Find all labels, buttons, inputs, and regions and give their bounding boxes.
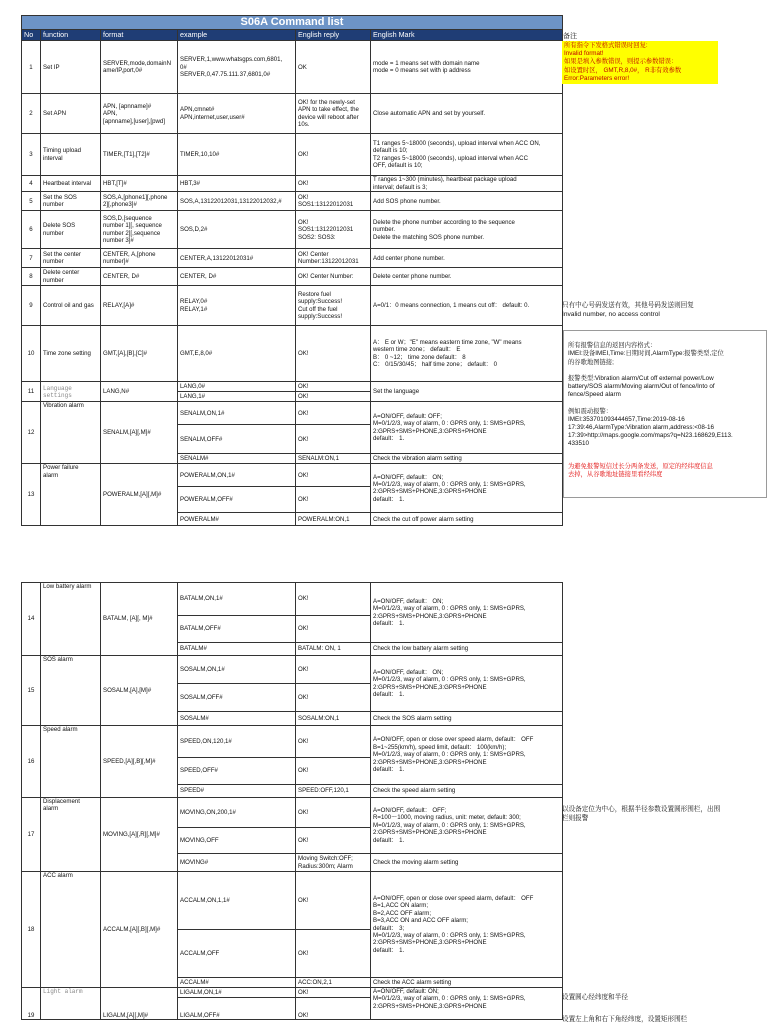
cell-example: CENTER,A,13122012031#: [178, 249, 296, 268]
note-format-error: 所有指令下发格式错误时回复: Invalid format! 如果是填入参数错误，则提示参数错误： 如设置时区， GMT,R,8,0#， R非有效参数 Error:Parameters error!: [562, 41, 718, 84]
cell-example: LIGALM,ON,1#: [178, 988, 296, 998]
cell-reply: OK!: [296, 930, 371, 978]
cell-mark: Check the SOS alarm setting: [371, 712, 563, 726]
cell-example: ACCALM,ON,1,1#: [178, 872, 296, 930]
table-row: [22, 464, 563, 487]
cell-mark: A=ON/OFF, default: OFF; M=0/1/2/3, way of alarm, 0 : GPRS only, 1: SMS+GPRS, 2:GPRS+SMS+PHONE,3:GPRS+PHONE default： 1.: [371, 402, 563, 454]
cell-reply: OK!: [296, 616, 371, 643]
cell-example: POWERALM,ON,1#: [178, 464, 296, 487]
cell-format: SPEED,[A][,B][,M]#: [101, 726, 178, 798]
cell-reply: OK! SOS1:13122012031 SOS2: SOS3:: [296, 211, 371, 249]
cell-reply: OK!: [296, 464, 371, 487]
cell-mark: Add center phone number.: [371, 249, 563, 268]
cell-reply: OK!: [296, 798, 371, 828]
cell-no: 13: [22, 464, 41, 526]
cell-example: ACCALM#: [178, 978, 296, 988]
cell-example: POWERALM#: [178, 513, 296, 526]
cell-no: 16: [22, 726, 41, 798]
cell-reply: OK!: [296, 656, 371, 684]
cell-example: MOVING,OFF: [178, 828, 296, 854]
cell-reply: OK!: [296, 425, 371, 454]
cell-example: POWERALM,OFF#: [178, 487, 296, 513]
cell-no: 10: [22, 326, 41, 382]
table-row: [22, 872, 563, 930]
cell-reply: Moving Switch:OFF; Radius:300m; Alarm: [296, 854, 371, 872]
cell-reply: OK!: [296, 684, 371, 712]
cell-mark: A： E or W；"E" means eastern time zone, "W" means western time zone； default： E B： 0 ~12； time zone default： 8 C： 0/15/30/45； half time zone； default： 0: [371, 326, 563, 382]
note-moving-fence: 以设备定位为中心，根据半径参数设置圆形围栏，出围 栏则报警: [562, 806, 721, 822]
cell-mark: Set the language: [371, 382, 563, 402]
cell-example: LIGALM,OFF#: [178, 998, 296, 1020]
cell-format: SOS,A,[phone1][,phone 2][,phone3]#: [101, 192, 178, 211]
cell-no: 2: [22, 94, 41, 134]
cell-function: Vibration alarm: [41, 402, 101, 464]
cell-function: Set IP: [41, 41, 101, 94]
cell-function: Set the center number: [41, 249, 101, 268]
table-row: [22, 94, 563, 134]
cell-example: BATALM,OFF#: [178, 616, 296, 643]
cell-example: LANG,1#: [178, 392, 296, 402]
cell-format: LIGALM,[A][,M]#: [101, 988, 178, 1020]
cell-format: LANG,N#: [101, 382, 178, 402]
cell-example: SOSALM,ON,1#: [178, 656, 296, 684]
table-row: [22, 176, 563, 192]
cell-reply: OK!: [296, 583, 371, 616]
cell-example: APN,cmnet# APN,internet,user,user#: [178, 94, 296, 134]
cell-mark: Check the moving alarm setting: [371, 854, 563, 872]
table-row: [22, 988, 563, 998]
cell-example: TIMER,10,10#: [178, 134, 296, 176]
command-table-top: [21, 15, 563, 526]
table-row: [22, 286, 563, 326]
table-row: [22, 726, 563, 758]
table-row: [22, 192, 563, 211]
note-alarm-format-box: [563, 330, 767, 498]
cell-no: 1: [22, 41, 41, 94]
cell-mark: Check the low battery alarm setting: [371, 643, 563, 656]
cell-example: BATALM#: [178, 643, 296, 656]
table-row: [22, 382, 563, 392]
command-table-bottom: [21, 582, 563, 1020]
cell-function: Timing upload interval: [41, 134, 101, 176]
cell-reply: OK!: [296, 134, 371, 176]
top-rows: [22, 41, 563, 526]
cell-reply: POWERALM:ON,1: [296, 513, 371, 526]
cell-no: 11: [22, 382, 41, 402]
cell-example: SOS,A,13122012031,13122012032,#: [178, 192, 296, 211]
cell-no: 14: [22, 583, 41, 656]
table-row: [22, 583, 563, 616]
cell-mark: Delete the phone number according to the sequence number. Delete the matching SOS phone number.: [371, 211, 563, 249]
cell-example: SOS,D,2#: [178, 211, 296, 249]
cell-example: SENALM,ON,1#: [178, 402, 296, 425]
cell-reply: OK!: [296, 487, 371, 513]
cell-mark: Check the cut off power alarm setting: [371, 513, 563, 526]
header-format: format: [101, 30, 178, 41]
cell-format: BATALM, [A][, M]#: [101, 583, 178, 656]
table-row: [22, 211, 563, 249]
cell-reply: OK: [296, 41, 371, 94]
cell-reply: OK!: [296, 988, 371, 998]
cell-function: SOS alarm: [41, 656, 101, 726]
cell-example: SOSALM#: [178, 712, 296, 726]
cell-example: SPEED,OFF#: [178, 758, 296, 785]
cell-mark: mode = 1 means set with domain name mode = 0 means set with ip address: [371, 41, 563, 94]
cell-mark: A=ON/OFF, default: ON; M=0/1/2/3, way of alarm, 0 : GPRS only, 1: SMS+GPRS, 2:GPRS+SMS+PHONE,3:GPRS+PHONE: [371, 988, 563, 1020]
cell-example: GMT,E,8,0#: [178, 326, 296, 382]
cell-mark: Check the speed alarm setting: [371, 785, 563, 798]
table-row: [22, 41, 563, 94]
cell-no: 12: [22, 402, 41, 464]
cell-reply: SPEED:OFF,120,1: [296, 785, 371, 798]
cell-format: SERVER,mode,domainN ame/IP,port,0#: [101, 41, 178, 94]
cell-format: CENTER, D#: [101, 268, 178, 286]
cell-function: Heartbeat interval: [41, 176, 101, 192]
cell-mark: T ranges 1~300 (minutes), heartbeat package upload interval; default is 3;: [371, 176, 563, 192]
cell-no: 5: [22, 192, 41, 211]
table-row: [22, 268, 563, 286]
cell-reply: OK!: [296, 176, 371, 192]
table-row: [22, 798, 563, 828]
cell-mark: A=ON/OFF, default： ON; M=0/1/2/3, way of alarm, 0 : GPRS only, 1: SMS+GPRS, 2:GPRS+SMS+PHONE,3:GPRS+PHONE default： 1.: [371, 583, 563, 643]
cell-format: CENTER, A,[phone number]#: [101, 249, 178, 268]
cell-reply: OK!: [296, 402, 371, 425]
note-light-circle: 设置圆心经纬度和半径: [562, 994, 628, 1001]
header-function: function: [41, 30, 101, 41]
table-row: [22, 134, 563, 176]
table-row: [22, 249, 563, 268]
cell-no: 15: [22, 656, 41, 726]
cell-format: GMT,[A],[B],[C]#: [101, 326, 178, 382]
cell-reply: OK!: [296, 758, 371, 785]
cell-mark: A=0/1：0 means connection, 1 means cut off： default: 0.: [371, 286, 563, 326]
cell-reply: OK! Center Number:: [296, 268, 371, 286]
cell-format: SOS,D,[sequence number 1][, sequence number 2][,sequence number 3]#: [101, 211, 178, 249]
cell-mark: A=ON/OFF, open or close over speed alarm, default： OFF B=1,ACC ON alarm; B=2,ACC OFF alarm; B=3,ACC ON and ACC OFF alarm; default： 3; M=0/1/2/3, way of alarm, 0 : GPRS only, 1: SMS+GPRS, 2:GPRS+SMS+PHONE,3:GPRS+PHONE default： 1.: [371, 872, 563, 978]
note-remark-label: 备注: [563, 33, 577, 40]
cell-example: LANG,0#: [178, 382, 296, 392]
cell-format: APN, [apnname]# APN, [apnname],[user],[pwd]: [101, 94, 178, 134]
cell-example: CENTER, D#: [178, 268, 296, 286]
cell-mark: A=ON/OFF, default： ON; M=0/1/2/3, way of alarm, 0 : GPRS only, 1: SMS+GPRS, 2:GPRS+SMS+PHONE,3:GPRS+PHONE default： 1.: [371, 656, 563, 712]
cell-format: TIMER,[T1],[T2]#: [101, 134, 178, 176]
cell-mark: A=ON/OFF, open or close over speed alarm, default： OFF B=1~255(km/h), speed limit, default： 100(km/h); M=0/1/2/3, way of alarm, 0 : GPRS only, 1: SMS+GPRS, 2:GPRS+SMS+PHONE,3:GPRS+PHONE default： 1.: [371, 726, 563, 785]
cell-example: SERVER,1,www.whatsgps.com,6801, 0# SERVER,0,47.75.111.37,6801,0#: [178, 41, 296, 94]
cell-format: SENALM,[A][,M]#: [101, 402, 178, 464]
cell-format: HBT,[T]#: [101, 176, 178, 192]
cell-mark: Delete center phone number.: [371, 268, 563, 286]
cell-example: MOVING,ON,200,1#: [178, 798, 296, 828]
cell-example: SENALM,OFF#: [178, 425, 296, 454]
cell-reply: ACC:ON,2,1: [296, 978, 371, 988]
cell-no: 9: [22, 286, 41, 326]
cell-example: SOSALM,OFF#: [178, 684, 296, 712]
cell-function: ACC alarm: [41, 872, 101, 988]
cell-mark: Check the vibration alarm setting: [371, 454, 563, 464]
note-light-rect: 设置左上角和右下角经纬度，设置矩形围栏: [562, 1016, 688, 1023]
cell-mark: A=ON/OFF, default： OFF; R=100～1000, moving radius, unit: meter, default: 300; M=0/1/2/3, way of alarm, 0 : GPRS only, 1: SMS+GPRS, 2:GPRS+SMS+PHONE,3:GPRS+PHONE default： 1.: [371, 798, 563, 854]
table-title: S06A Command list: [22, 16, 563, 30]
cell-function: Low battery alarm: [41, 583, 101, 656]
cell-reply: Restore fuel supply:Success! Cut off the fuel supply:Success!: [296, 286, 371, 326]
cell-no: 4: [22, 176, 41, 192]
cell-example: SPEED#: [178, 785, 296, 798]
table-row: [22, 402, 563, 425]
cell-example: SENALM#: [178, 454, 296, 464]
cell-mark: Close automatic APN and set by yourself.: [371, 94, 563, 134]
header-english-reply: English reply: [296, 30, 371, 41]
header-example: example: [178, 30, 296, 41]
note-alarm-format: 所有报警信息的返回内容格式： IMEI:设备IMEI,Time:日期时间,AlarmType:报警类型,定位 的谷歌地图链接; 报警类型:Vibration alarm/Cut off external power/Low battery/SOS alarm/Moving alarm/Out of fence/Into of fence/Speed alarm 例如震动报警： IMEI:353701093444657,Time:2019-08-16 17:39:46,AlarmType:Vibration alarm,address:<08-16 17:39>http://maps.google.com/maps?q=N23.168629,E113. 433510: [568, 342, 733, 448]
cell-reply: OK!: [296, 998, 371, 1020]
cell-format: RELAY,[A]#: [101, 286, 178, 326]
cell-reply: BATALM: ON, 1: [296, 643, 371, 656]
cell-function: Set the SOS number: [41, 192, 101, 211]
cell-mark: Check the ACC alarm setting: [371, 978, 563, 988]
cell-reply: OK!: [296, 392, 371, 402]
cell-no: 17: [22, 798, 41, 872]
cell-format: MOVING,[A][,R][,M]#: [101, 798, 178, 872]
note-alarm-split: 为避免报警短信过长分两条发送，原定的经纬度信息 去掉，从谷歌地址链接里看经纬度: [568, 462, 713, 478]
header-no: No: [22, 30, 41, 41]
cell-format: SOSALM,[A],[M]#: [101, 656, 178, 726]
cell-no: 6: [22, 211, 41, 249]
cell-function: Displacement alarm: [41, 798, 101, 872]
cell-reply: OK! SOS1:13122012031: [296, 192, 371, 211]
cell-function: Set APN: [41, 94, 101, 134]
cell-example: SPEED,ON,120,1#: [178, 726, 296, 758]
cell-no: 18: [22, 872, 41, 988]
cell-reply: OK! for the newly-set APN to take effect, the device will reboot after 10s.: [296, 94, 371, 134]
cell-function: Time zone setting: [41, 326, 101, 382]
table-row: [22, 326, 563, 382]
cell-example: ACCALM,OFF: [178, 930, 296, 978]
cell-no: 3: [22, 134, 41, 176]
cell-function: Delete SOS number: [41, 211, 101, 249]
cell-reply: OK! Center Number:13122012031: [296, 249, 371, 268]
table-row: [22, 656, 563, 684]
cell-function: Power failure alarm: [41, 464, 101, 526]
cell-function: Speed alarm: [41, 726, 101, 798]
cell-example: RELAY,0# RELAY,1#: [178, 286, 296, 326]
table-header-row: [22, 30, 563, 41]
header-english-mark: English Mark: [371, 30, 563, 41]
cell-reply: OK!: [296, 872, 371, 930]
cell-reply: OK!: [296, 726, 371, 758]
cell-function: Language settings: [41, 382, 101, 402]
cell-mark: T1 ranges 5~18000 (seconds), upload interval when ACC ON, default is 10; T2 ranges 5~18000 (seconds), upload interval when ACC OFF, default is 10;: [371, 134, 563, 176]
cell-function: Light alarm: [41, 988, 101, 1020]
cell-example: BATALM,ON,1#: [178, 583, 296, 616]
cell-reply: OK!: [296, 382, 371, 392]
cell-no: 7: [22, 249, 41, 268]
table-title-row: [22, 16, 563, 30]
cell-reply: SOSALM:ON,1: [296, 712, 371, 726]
cell-mark: Add SOS phone number.: [371, 192, 563, 211]
cell-mark: A=ON/OFF, default： ON; M=0/1/2/3, way of alarm, 0 : GPRS only, 1: SMS+GPRS, 2:GPRS+SMS+PHONE,3:GPRS+PHONE default： 1.: [371, 464, 563, 513]
cell-format: ACCALM,[A][,B][,M]#: [101, 872, 178, 988]
cell-function: Delete center number: [41, 268, 101, 286]
cell-example: HBT,3#: [178, 176, 296, 192]
cell-function: Control oil and gas: [41, 286, 101, 326]
note-relay-access: 只有中心号码发送有效，其他号码发送则回复 Invalid number, no access control: [562, 302, 694, 318]
cell-no: 8: [22, 268, 41, 286]
cell-example: MOVING#: [178, 854, 296, 872]
cell-reply: SENALM:ON,1: [296, 454, 371, 464]
cell-reply: OK!: [296, 326, 371, 382]
cell-reply: OK!: [296, 828, 371, 854]
cell-no: 19: [22, 988, 41, 1020]
cell-format: POWERALM,[A][,M]#: [101, 464, 178, 526]
